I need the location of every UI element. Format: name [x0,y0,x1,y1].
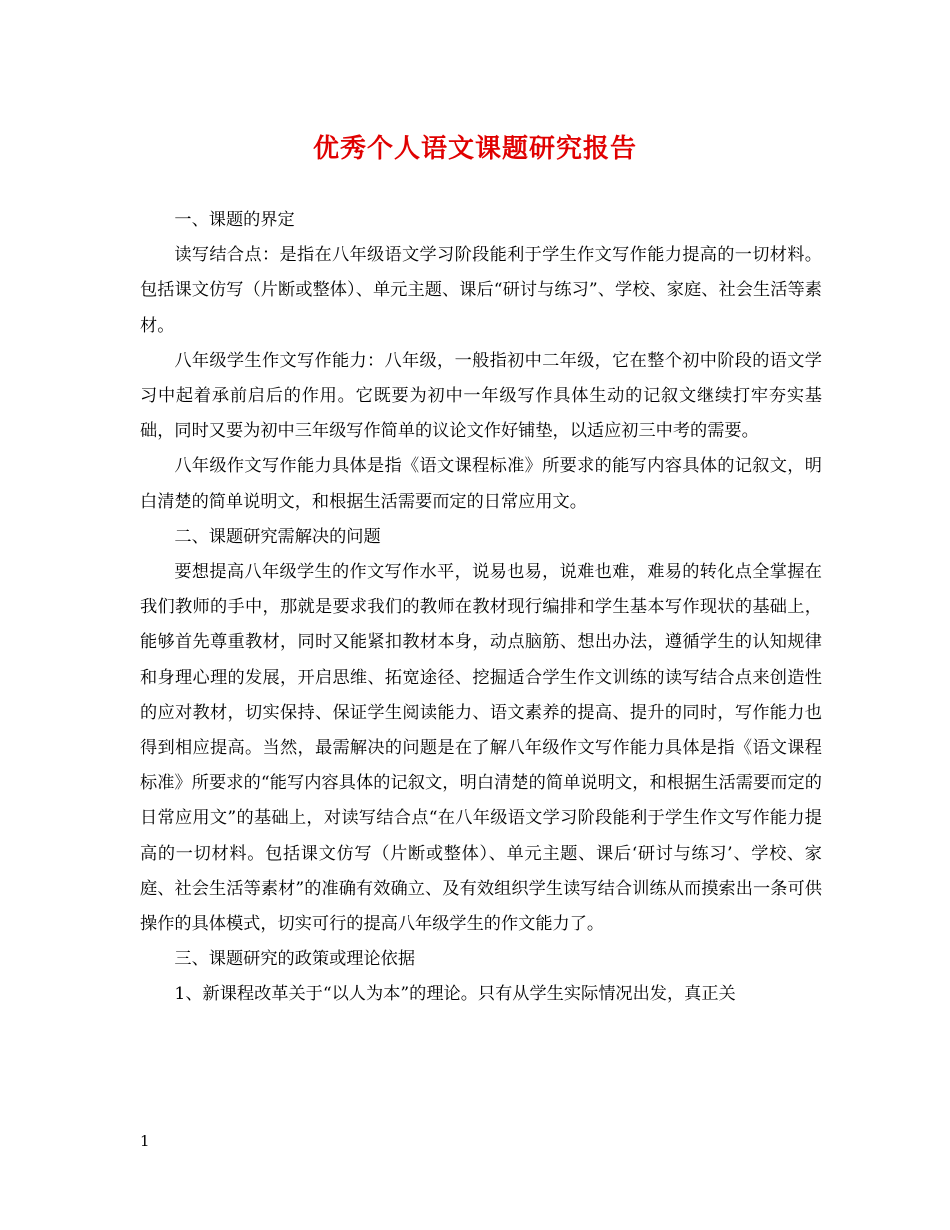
paragraph-definition-reading-writing: 读写结合点：是指在八年级语文学习阶段能利于学生作文写作能力提高的一切材料。包括课文仿写（片断或整体）、单元主题、课后“研讨与练习”、学校、家庭、社会生活等素材。 [140,245,822,336]
section-heading-3: 三、课题研究的政策或理论依据 [174,949,416,970]
section-heading-1: 一、课题的界定 [174,210,295,230]
paragraph-theory-1: 1、新课程改革关于“以人为本”的理论。只有从学生实际情况出发，真正关 [174,984,736,1005]
paragraph-problems: 要想提高八年级学生的作文写作水平，说易也易，说难也难，难易的转化点全掌握在我们教师的手中，那就是要求我们的教师在教材现行编排和学生基本写作现状的基础上，能够首先尊重教材，同时又能紧扣教材本身，动点脑筋、想出办法，遵循学生的认知规律和身理心理的发展，开启思维、拓宽途径、挖掘适合学生作文训练的读写结合点来创造性的应对教材，切实保持、保证学生阅读能力、语文素养的提高、提升的同时，写作能力也得到相应提高。当然，最需解决的问题是在了解八年级作文写作能力具体是指《语文课程标准》所要求的“能写内容具体的记叙文，明白清楚的简单说明文，和根据生活需要而定的日常应用文”的基础上，对读写结合点“在八年级语文学习阶段能利于学生作文写作能力提高的一切材料。包括课文仿写（片断或整体）、单元主题、课后‘研讨与练习’、学校、家庭、社会生活等素材”的准确有效确立、及有效组织学生读写结合训练从而摸索出一条可供操作的具体模式，切实可行的提高八年级学生的作文能力了。 [140,562,822,935]
document-title: 优秀个人语文课题研究报告 [312,134,637,164]
paragraph-definition-grade8-ability: 八年级学生作文写作能力：八年级，一般指初中二年级，它在整个初中阶段的语文学习中起着承前启后的作用。它既要为初中一年级写作具体生动的记叙文继续打牢夯实基础，同时又要为初中三年级写作简单的议论文作好铺垫，以适应初三中考的需要。 [140,350,822,442]
document-body [140,203,822,1013]
page-number: 1 [140,1132,150,1150]
section-heading-2: 二、课题研究需解决的问题 [174,526,381,547]
paragraph-ability-standards: 八年级作文写作能力具体是指《语文课程标准》所要求的能写内容具体的记叙文，明白清楚的简单说明文，和根据生活需要而定的日常应用文。 [140,456,822,512]
